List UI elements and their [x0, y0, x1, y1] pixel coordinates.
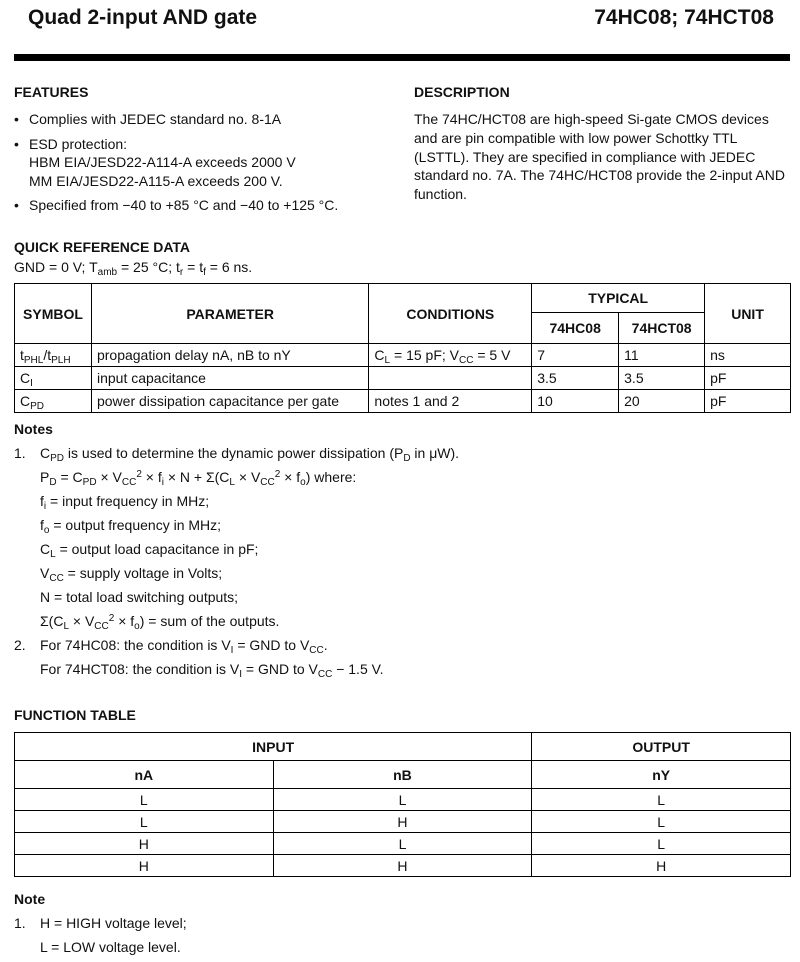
parameter-cell: input capacitance [91, 367, 368, 390]
symbol-cell: $C_{PD}$ [15, 390, 92, 413]
table-row [15, 344, 791, 367]
symbol-cell: $t_{PHL}/t_{PLH}$ [15, 344, 92, 367]
table-cell: H [532, 855, 791, 877]
symbol-cell: $C_I$ [15, 367, 92, 390]
note-line: For 74HCT08: the condition is $V_I$ = GND to $V_{CC} - 1.5$ V. [40, 661, 384, 680]
table-cell: L [273, 833, 532, 855]
note-number: 1. [14, 915, 26, 931]
header-rule [14, 54, 790, 61]
note-line: $f_i$ = input frequency in MHz; [40, 493, 210, 512]
col-parameter: PARAMETER [91, 284, 368, 344]
table-cell: L [15, 811, 274, 833]
note-number: 2. [14, 637, 26, 653]
col-unit: UNIT [705, 284, 791, 344]
note-line: L = LOW voltage level. [40, 939, 181, 955]
table-cell: L [532, 833, 791, 855]
feature-item: • Specified from −40 to +85 °C and −40 to +125 °C. [14, 196, 394, 215]
table-cell: H [15, 833, 274, 855]
quick-reference-table [14, 283, 791, 413]
note-line: $C_L$ = output load capacitance in pF; [40, 541, 259, 560]
parameter-cell: power dissipation capacitance per gate [91, 390, 368, 413]
hct-value-cell: 3.5 [619, 367, 705, 390]
note-line: $V_{CC}$ = supply voltage in Volts; [40, 565, 223, 584]
qrd-conditions: GND = 0 V; $T_{amb} = 25$ °C; $t_r = t_f = 6$ ns. [14, 259, 253, 278]
hc-value-cell: 10 [532, 390, 619, 413]
col-74hc08: 74HC08 [532, 313, 619, 344]
feature-esd-mm: MM EIA/JESD22-A115-A exceeds 200 V. [29, 172, 283, 189]
table-cell: L [532, 811, 791, 833]
ft-note-heading: Note [14, 891, 46, 907]
part-number: 74HC08; 74HCT08 [594, 6, 774, 29]
feature-esd-label: ESD protection: [29, 135, 128, 152]
feature-esd-hbm: HBM EIA/JESD22-A114-A exceeds 2000 V [29, 154, 296, 170]
table-row [15, 833, 791, 855]
note-line: $P_D = C_{PD} \times V_{CC}^2 \times f_i \times N + \Sigma(C_L \times V_{CC}^2 \times f_o)$ where: [40, 469, 357, 488]
table-row [15, 855, 791, 877]
table-cell: H [15, 855, 274, 877]
function-table-heading: FUNCTION TABLE [14, 707, 136, 723]
notes-heading: Notes [14, 421, 53, 437]
table-row [15, 789, 791, 811]
document-title: Quad 2-input AND gate [28, 6, 258, 29]
note-body [40, 911, 187, 959]
hct-value-cell: 11 [619, 344, 705, 367]
col-symbol: SYMBOL [15, 284, 92, 344]
table-row [15, 390, 791, 413]
features-list [14, 110, 394, 221]
unit-cell: pF [705, 390, 791, 413]
hc-value-cell: 3.5 [532, 367, 619, 390]
feature-item [14, 135, 394, 191]
conditions-cell [369, 367, 532, 390]
col-74hct08: 74HCT08 [619, 313, 705, 344]
note-body [40, 441, 459, 633]
table-cell: L [15, 789, 274, 811]
unit-cell: ns [705, 344, 791, 367]
table-cell: H [273, 855, 532, 877]
description-heading: DESCRIPTION [414, 84, 510, 100]
table-row [15, 811, 791, 833]
table-cell: H [273, 811, 532, 833]
conditions-cell: notes 1 and 2 [369, 390, 532, 413]
note-line: N = total load switching outputs; [40, 589, 239, 605]
hct-value-cell: 20 [619, 390, 705, 413]
note-line: $f_o$ = output frequency in MHz; [40, 517, 222, 536]
table-cell: L [273, 789, 532, 811]
feature-item: • Complies with JEDEC standard no. 8-1A [14, 110, 394, 129]
col-na: nA [15, 761, 274, 789]
note-line: $C_{PD}$ is used to determine the dynamic power dissipation ($P_D$ in μW). [40, 445, 460, 464]
hc-value-cell: 7 [532, 344, 619, 367]
table-row [15, 367, 791, 390]
note-line: H = HIGH voltage level; [40, 915, 187, 931]
col-nb: nB [273, 761, 532, 789]
function-table [14, 732, 791, 877]
table-cell: L [532, 789, 791, 811]
unit-cell: pF [705, 367, 791, 390]
note-line: For 74HC08: the condition is $V_I$ = GND to $V_{CC}$. [40, 637, 328, 656]
col-typical: TYPICAL [532, 284, 705, 313]
col-input: INPUT [15, 733, 532, 761]
note-line: $\Sigma(C_L \times V_{CC}^2 \times f_o)$ = sum of the outputs. [40, 613, 280, 632]
conditions-cell: $C_L = 15$ pF; $V_{CC} = 5$ V [369, 344, 532, 367]
col-conditions: CONDITIONS [369, 284, 532, 344]
note-number: 1. [14, 445, 26, 461]
note-body [40, 633, 384, 681]
col-output: OUTPUT [532, 733, 791, 761]
qrd-heading: QUICK REFERENCE DATA [14, 239, 191, 255]
description-text: The 74HC/HCT08 are high-speed Si-gate CMOS devices and are pin compatible with low power Schottky TTL (LSTTL). They are specified in compliance with JEDEC standard no. 7A. The 74HC/HCT08 provide the 2-input AND function. [414, 111, 785, 203]
parameter-cell: propagation delay nA, nB to nY [91, 344, 368, 367]
features-heading: FEATURES [14, 84, 89, 100]
col-ny: nY [532, 761, 791, 789]
